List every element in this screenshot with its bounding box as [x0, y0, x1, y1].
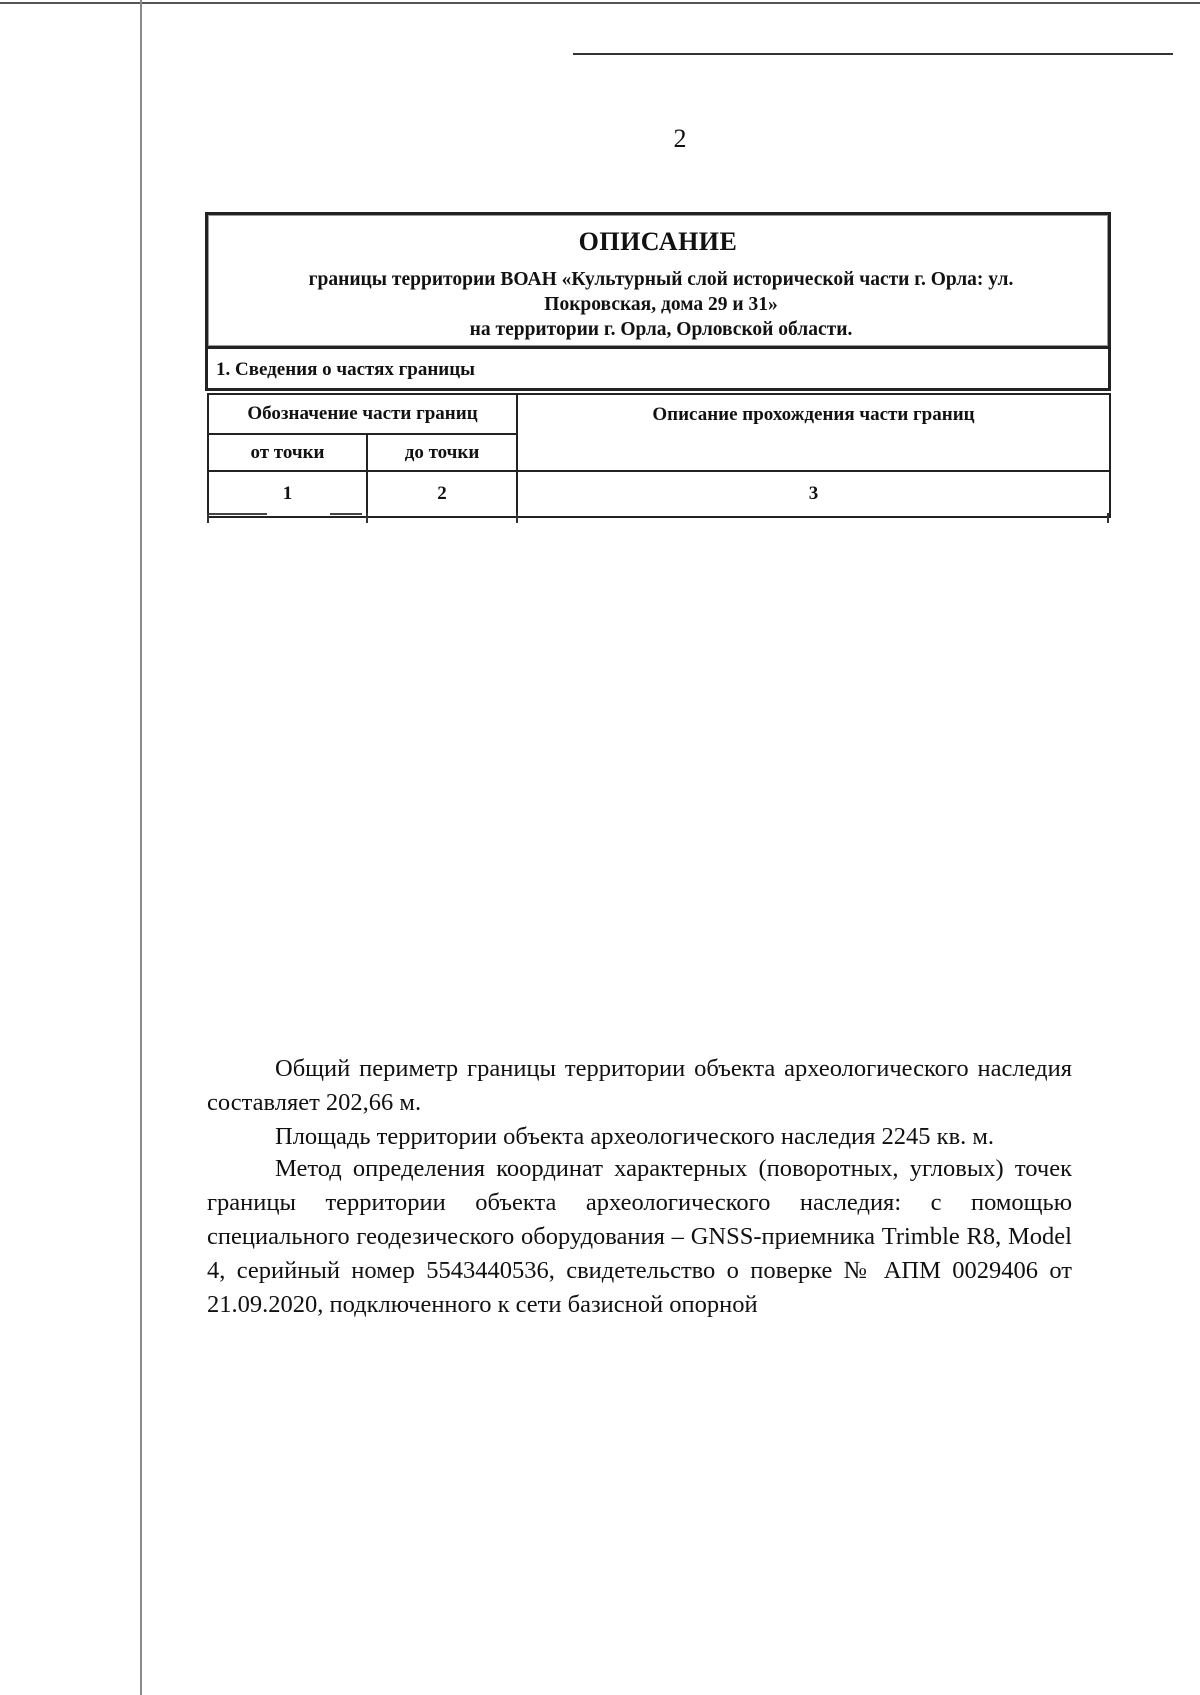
table-cut-edge-stub	[366, 513, 368, 523]
table-header-row	[208, 394, 1110, 434]
section-heading-row	[205, 349, 1111, 391]
column-number-2: 2	[367, 471, 517, 517]
scan-left-edge-line	[140, 0, 142, 1695]
subtitle-line-1: границы территории ВОАН «Культурный слой исторической части г. Орла: ул.	[308, 269, 1014, 290]
perimeter-paragraph: Общий периметр границы территории объекта археологического наследия составляет 202,66 м.	[207, 1055, 1072, 1116]
to-point-header-cell: до точки	[367, 434, 517, 471]
table-cut-edge-stub	[330, 513, 362, 515]
scan-top-edge-line	[0, 2, 1200, 4]
description-header-cell: Описание прохождения части границ	[517, 394, 1110, 471]
table-cut-edge-stub	[516, 513, 518, 523]
table-cut-edge-stub	[207, 513, 209, 523]
method-paragraph: Метод определения координат характерных (поворотных, угловых) точек границы территории объекта археологического наследия: с помощью специального геодезического оборудования – GNSS-приемника Trimble R8, Model 4, серийный номер 5543440536, свидетельство о поверке № АПМ 0029406 от 21.09.2020, подключенного к сети базисной опорной	[207, 1155, 1072, 1318]
column-number-3: 3	[517, 471, 1110, 517]
table-cut-edge-stub	[207, 513, 267, 515]
section-label: 1. Сведения о частях границы	[216, 359, 476, 380]
document-title: ОПИСАНИЕ	[578, 227, 738, 256]
document-subtitle	[238, 267, 1084, 342]
top-rule-line	[573, 53, 1173, 55]
column-number-1: 1	[208, 471, 367, 517]
area-paragraph: Площадь территории объекта археологического наследия 2245 кв. м.	[275, 1123, 995, 1150]
description-header-box	[205, 212, 1111, 349]
boundary-parts-table	[207, 393, 1111, 518]
table-cut-edge-stub	[1107, 513, 1109, 523]
table-column-number-row	[208, 471, 1110, 517]
from-point-header-cell: от точки	[208, 434, 367, 471]
subtitle-line-3: на территории г. Орла, Орловской области.	[469, 319, 853, 340]
page-number: 2	[673, 124, 687, 153]
group-header-cell: Обозначение части границ	[208, 394, 517, 434]
subtitle-line-2: Покровская, дома 29 и 31»	[544, 294, 778, 315]
